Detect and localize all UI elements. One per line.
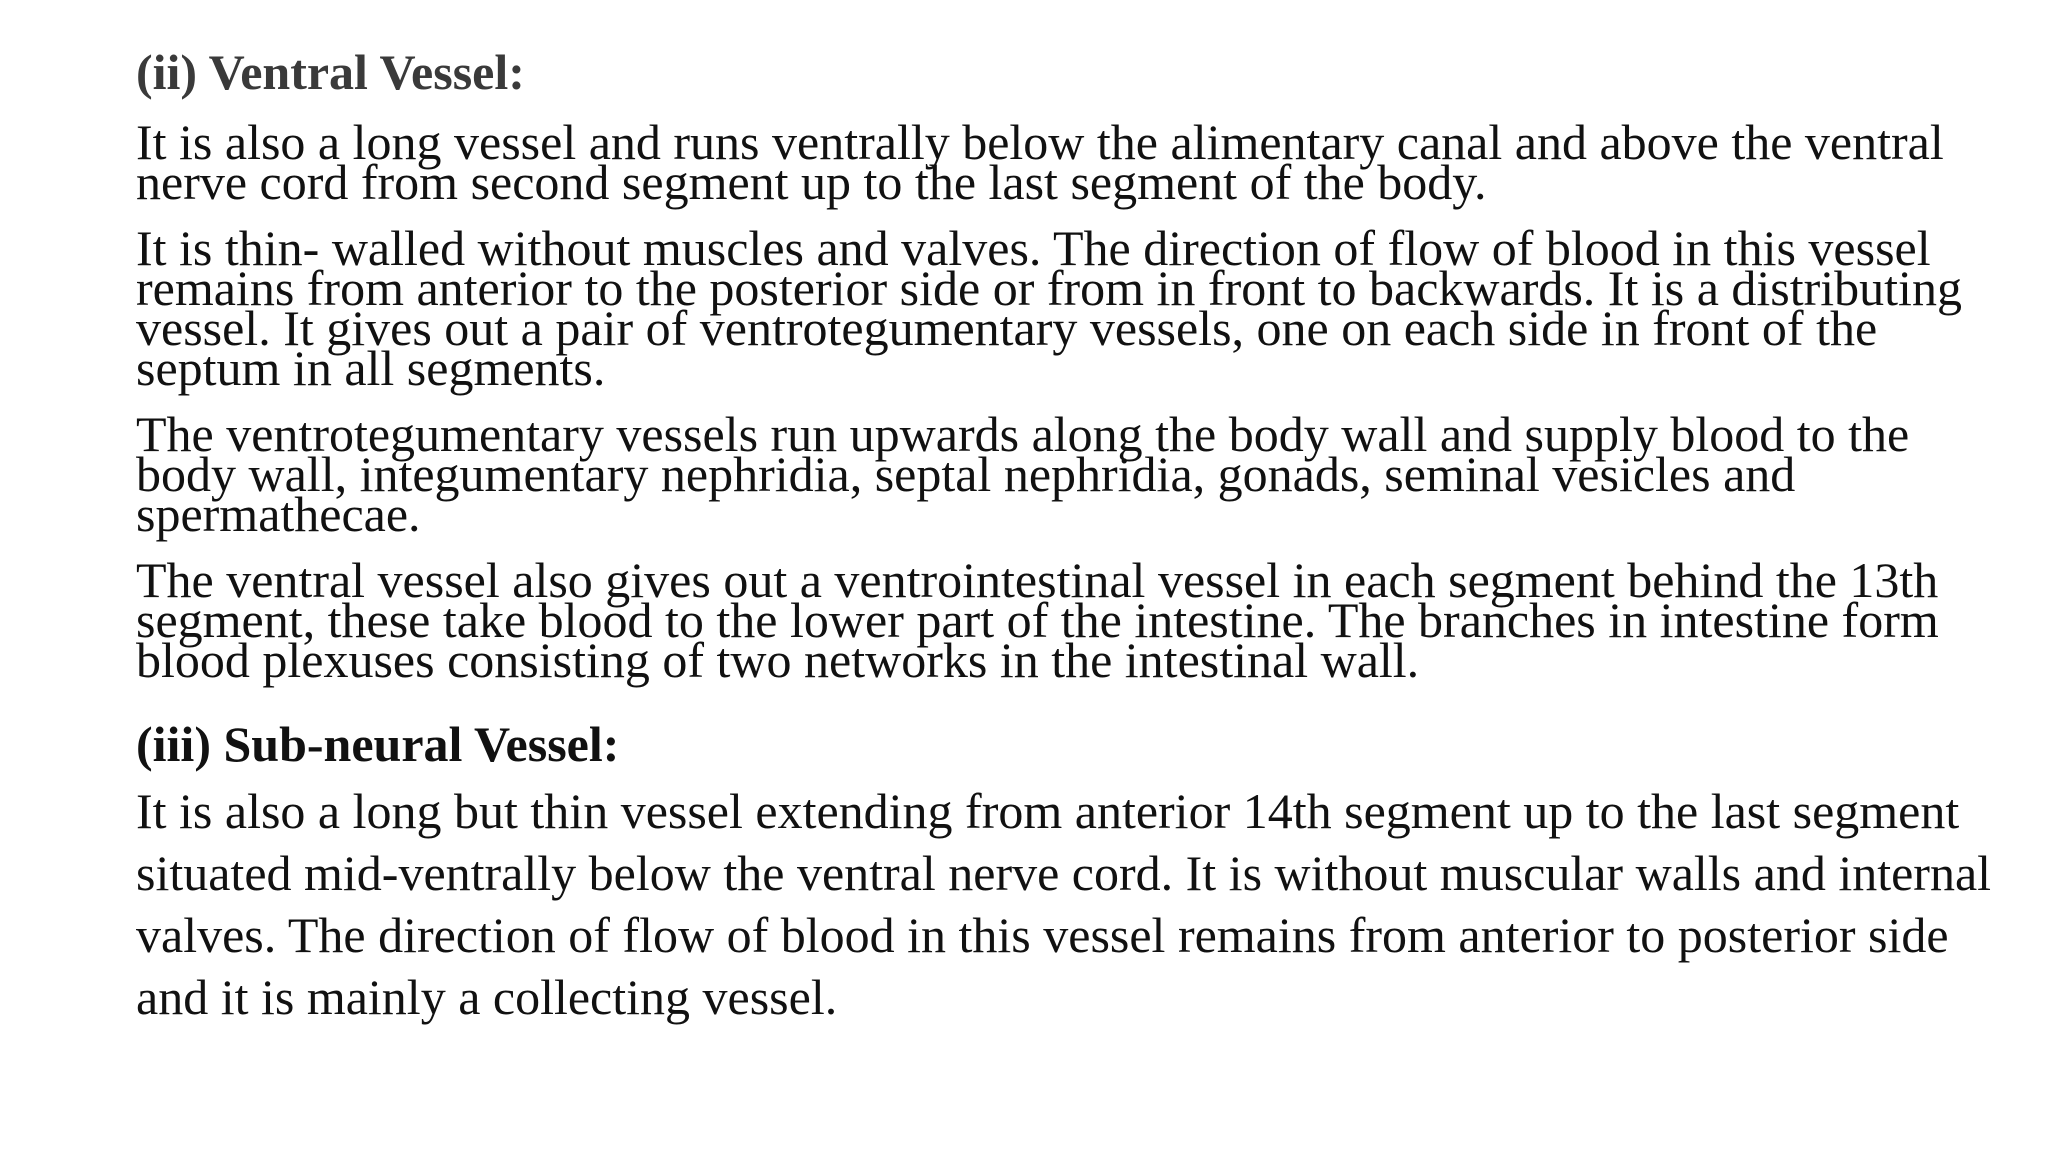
section-sub-neural-vessel [136, 716, 2016, 1028]
document-page [136, 44, 2016, 1028]
section-heading: (ii) Ventral Vessel: [136, 44, 525, 100]
section-ventral-vessel [136, 44, 2016, 688]
section-heading: (iii) Sub-neural Vessel: [136, 716, 620, 772]
paragraph: It is also a long vessel and runs ventrally below the alimentary canal and above the ventral nerve cord from second segment up to the last segment of the body. [136, 114, 1944, 210]
paragraph: The ventrotegumentary vessels run upwards along the body wall and supply blood to the body wall, integumentary nephridia, septal nephridia, gonads, seminal vesicles and spermathecae. [136, 406, 1910, 542]
paragraph: The ventral vessel also gives out a ventrointestinal vessel in each segment behind the 13th segment, these take blood to the lower part of the intestine. The branches in intestine form blood plexuses consisting of two networks in the intestinal wall. [136, 552, 1939, 688]
paragraph: It is also a long but thin vessel extending from anterior 14th segment up to the last segment situated mid-ventrally below the ventral nerve cord. It is without muscular walls and internal valves. The direction of flow of blood in this vessel remains from anterior to posterior side and it is mainly a collecting vessel. [136, 783, 1992, 1025]
paragraph: It is thin- walled without muscles and valves. The direction of flow of blood in this vessel remains from anterior to the posterior side or from in front to backwards. It is a distributing vessel. It gives out a pair of ventrotegumentary vessels, one on each side in front of the septum in all segments. [136, 220, 1962, 396]
